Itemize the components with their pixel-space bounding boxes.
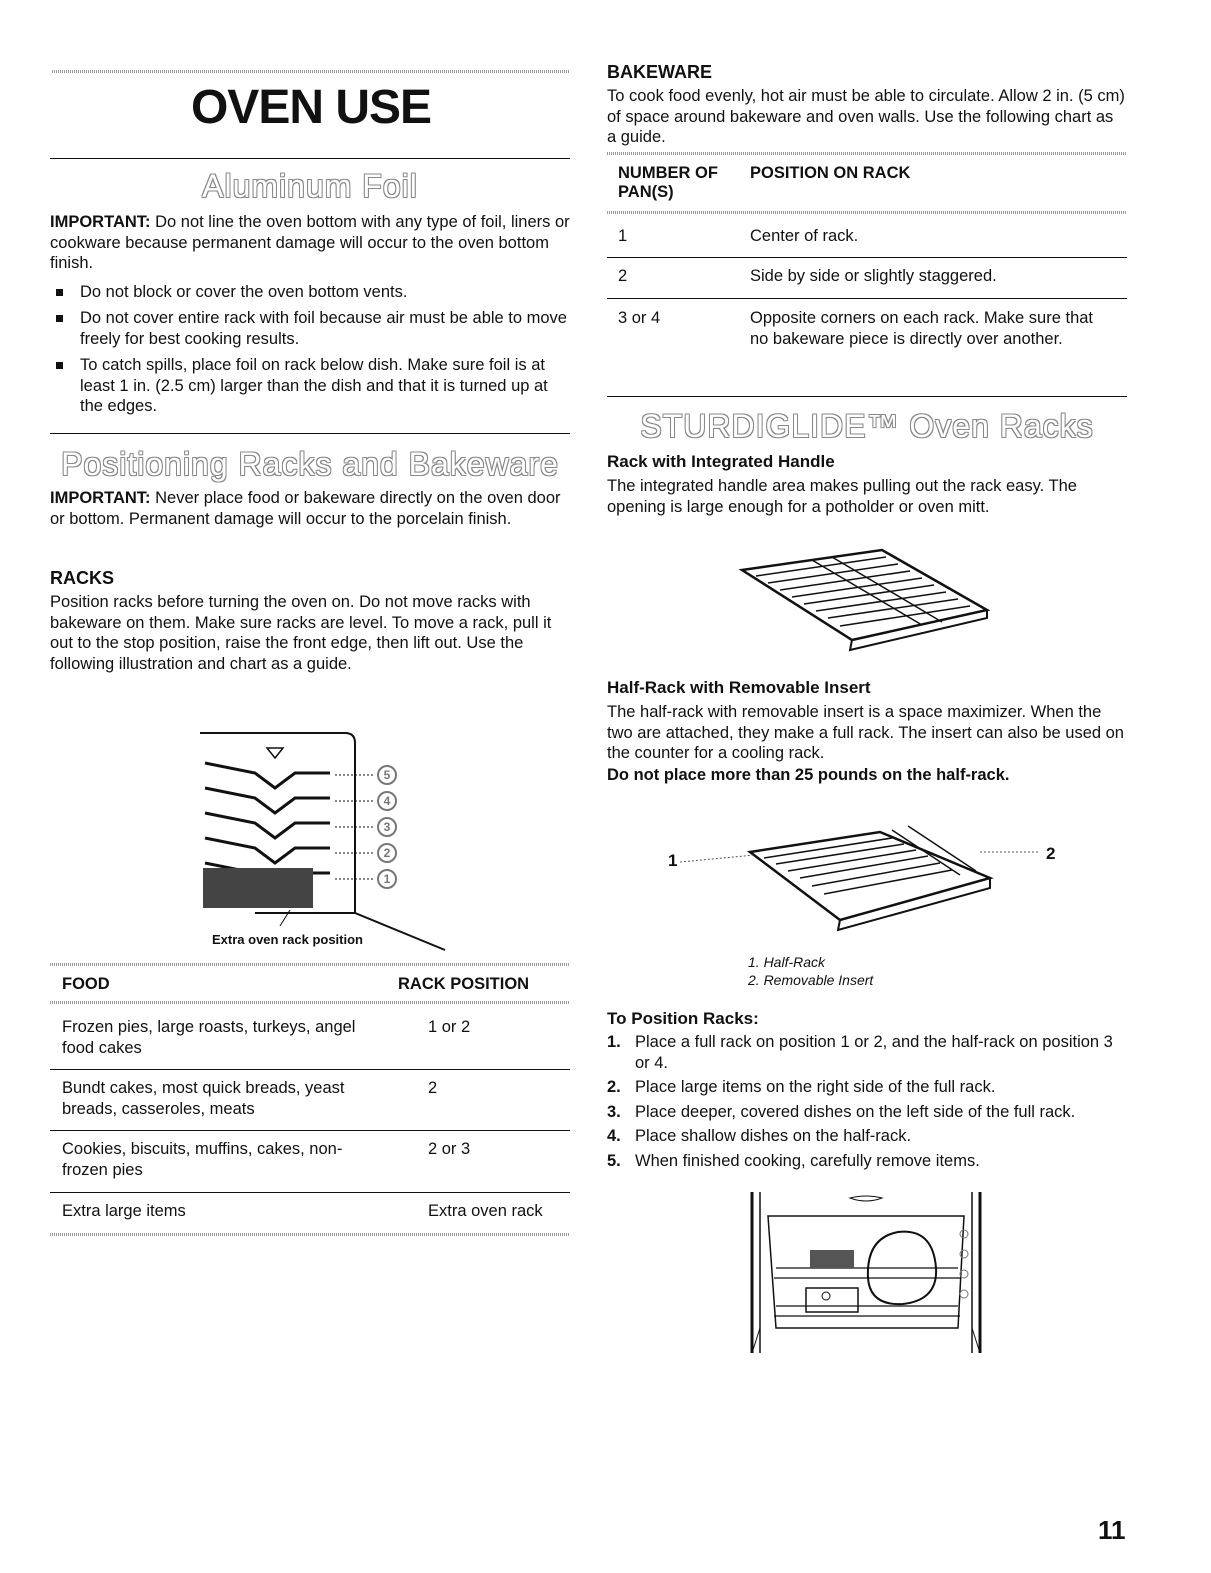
table-cell-count: 1 (618, 227, 628, 245)
position-steps-list (607, 1032, 1127, 1175)
racks-text: Position racks before turning the oven on. Do not move racks with bakeware on them. Make sure racks are level. To move a rack, pull it out to the stop position, raise the front edge, then lift out. Use the following illustration and chart as a guide. (50, 593, 552, 673)
sturdiglide-heading: STURDIGLIDE™ Oven Racks (640, 408, 1094, 444)
important-label: IMPORTANT: (50, 489, 151, 507)
top-dotted-rule (52, 70, 570, 73)
integrated-handle-heading: Rack with Integrated Handle (607, 452, 835, 471)
step-number: 1. (607, 1033, 621, 1051)
table-cell-position: Extra oven rack (428, 1202, 543, 1220)
page-title: OVEN USE (190, 81, 432, 134)
step-text: Place large items on the right side of the full rack. (635, 1078, 996, 1096)
bullet-icon (56, 289, 63, 296)
list-item (607, 1102, 1127, 1123)
integrated-handle-text: The integrated handle area makes pulling out the rack easy. The opening is large enough for a potholder or oven mitt. (607, 477, 1077, 516)
table-header-rule (50, 1001, 570, 1004)
foil-section (50, 212, 570, 423)
bakeware-heading: BAKEWARE (607, 62, 713, 82)
foil-bullet-list (50, 282, 570, 417)
step-number: 2. (607, 1078, 621, 1096)
table-top-rule (607, 152, 1127, 155)
important-text: Do not line the oven bottom with any type of foil, liners or cookware because permanent damage will occur to the oven bottom finish. (50, 213, 570, 272)
table-cell-food: Frozen pies, large roasts, turkeys, angel food cakes (62, 1018, 356, 1057)
positioning-heading: Positioning Racks and Bakeware (61, 446, 559, 482)
table-row-divider (607, 298, 1127, 299)
half-rack-heading: Half-Rack with Removable Insert (607, 678, 871, 697)
callout-label: 1 (668, 851, 678, 870)
extra-rack-label: Extra oven rack position (212, 932, 363, 947)
rack-number: 1 (383, 872, 391, 886)
page-number: 11 (1098, 1515, 1126, 1545)
table-header-rule (607, 211, 1127, 214)
step-text: Place shallow dishes on the half-rack. (635, 1127, 912, 1145)
figure-caption (748, 953, 873, 989)
table-cell-count: 2 (618, 267, 628, 285)
table-cell-food: Bundt cakes, most quick breads, yeast breads, casseroles, meats (62, 1079, 345, 1118)
rack-number: 3 (383, 820, 391, 834)
bullet-icon (56, 362, 63, 369)
table-cell-position: Opposite corners on each rack. Make sure that no bakeware piece is directly over another. (750, 309, 1094, 348)
full-rack-illustration (732, 540, 992, 655)
bullet-icon (56, 315, 63, 322)
list-item (607, 1151, 1127, 1172)
oven-interior-illustration (748, 1188, 984, 1356)
important-label: IMPORTANT: (50, 213, 151, 231)
rack-position-column-header: RACK POSITION (398, 975, 530, 993)
list-item (50, 308, 570, 349)
half-rack-illustration (660, 810, 1060, 940)
callout-label: 2 (1046, 844, 1056, 863)
bullet-text: To catch spills, place foil on rack below dish. Make sure foil is at least 1 in. (2.5 cm) larger than the dish and that it is turned up at the edges. (80, 356, 548, 415)
list-item (607, 1126, 1127, 1147)
table-cell-position: Side by side or slightly staggered. (750, 267, 997, 285)
table-cell-count: 3 or 4 (618, 309, 661, 327)
rack-number: 5 (383, 768, 391, 782)
half-rack-text: The half-rack with removable insert is a space maximizer. When the two are attached, they make a full rack. The insert can also be used on the counter for a cooling rack. (607, 703, 1124, 762)
aluminum-foil-heading: Aluminum Foil (202, 168, 418, 204)
table-cell-position: 1 or 2 (428, 1018, 471, 1036)
table-cell-position: Center of rack. (750, 227, 859, 245)
list-item (50, 355, 570, 417)
weight-warning: Do not place more than 25 pounds on the half-rack. (607, 766, 1010, 784)
bullet-text: Do not block or cover the oven bottom vents. (80, 282, 408, 301)
bullet-text: Do not cover entire rack with foil because air must be able to move freely for best cooking results. (80, 309, 567, 348)
section-divider (607, 396, 1127, 397)
step-text: When finished cooking, carefully remove items. (635, 1151, 980, 1170)
important-text: Never place food or bakeware directly on the oven door or bottom. Permanent damage will occur to the porcelain finish. (50, 489, 561, 528)
list-item (607, 1077, 1127, 1098)
table-row-divider (50, 1192, 570, 1193)
table-top-rule (50, 963, 570, 966)
step-number: 4. (607, 1127, 621, 1145)
foil-important (50, 212, 570, 274)
caption-line: 2. Removable Insert (748, 972, 874, 988)
position-racks-heading: To Position Racks: (607, 1009, 759, 1028)
table-cell-position: 2 (428, 1079, 438, 1097)
rack-number: 4 (383, 794, 391, 808)
table-row-divider (607, 257, 1127, 258)
step-text: Place a full rack on position 1 or 2, and the half-rack on position 3 or 4. (635, 1033, 1113, 1072)
racks-heading: RACKS (50, 568, 115, 588)
section-divider (50, 433, 570, 434)
bakeware-text: To cook food evenly, hot air must be able to circulate. Allow 2 in. (5 cm) of space around bakeware and oven walls. Use the following chart as a guide. (607, 87, 1125, 146)
table-row-divider (50, 1069, 570, 1070)
table-cell-food: Extra large items (62, 1202, 186, 1220)
number-of-pans-header: NUMBER OF PAN(S) (618, 164, 718, 201)
food-column-header: FOOD (62, 975, 110, 993)
step-number: 3. (607, 1102, 621, 1121)
step-number: 5. (607, 1151, 621, 1170)
table-cell-food: Cookies, biscuits, muffins, cakes, non-frozen pies (62, 1140, 343, 1179)
rack-number: 2 (383, 846, 391, 860)
position-on-rack-header: POSITION ON RACK (750, 164, 911, 182)
list-item (50, 282, 570, 303)
caption-line: 1. Half-Rack (748, 954, 826, 970)
table-cell-position: 2 or 3 (428, 1140, 471, 1158)
step-text: Place deeper, covered dishes on the left side of the full rack. (635, 1102, 1076, 1121)
positioning-important (50, 488, 570, 529)
section-divider (50, 158, 570, 159)
list-item (607, 1032, 1127, 1073)
table-bottom-rule (50, 1233, 570, 1236)
table-row-divider (50, 1130, 570, 1131)
rack-positions-illustration (195, 728, 455, 958)
